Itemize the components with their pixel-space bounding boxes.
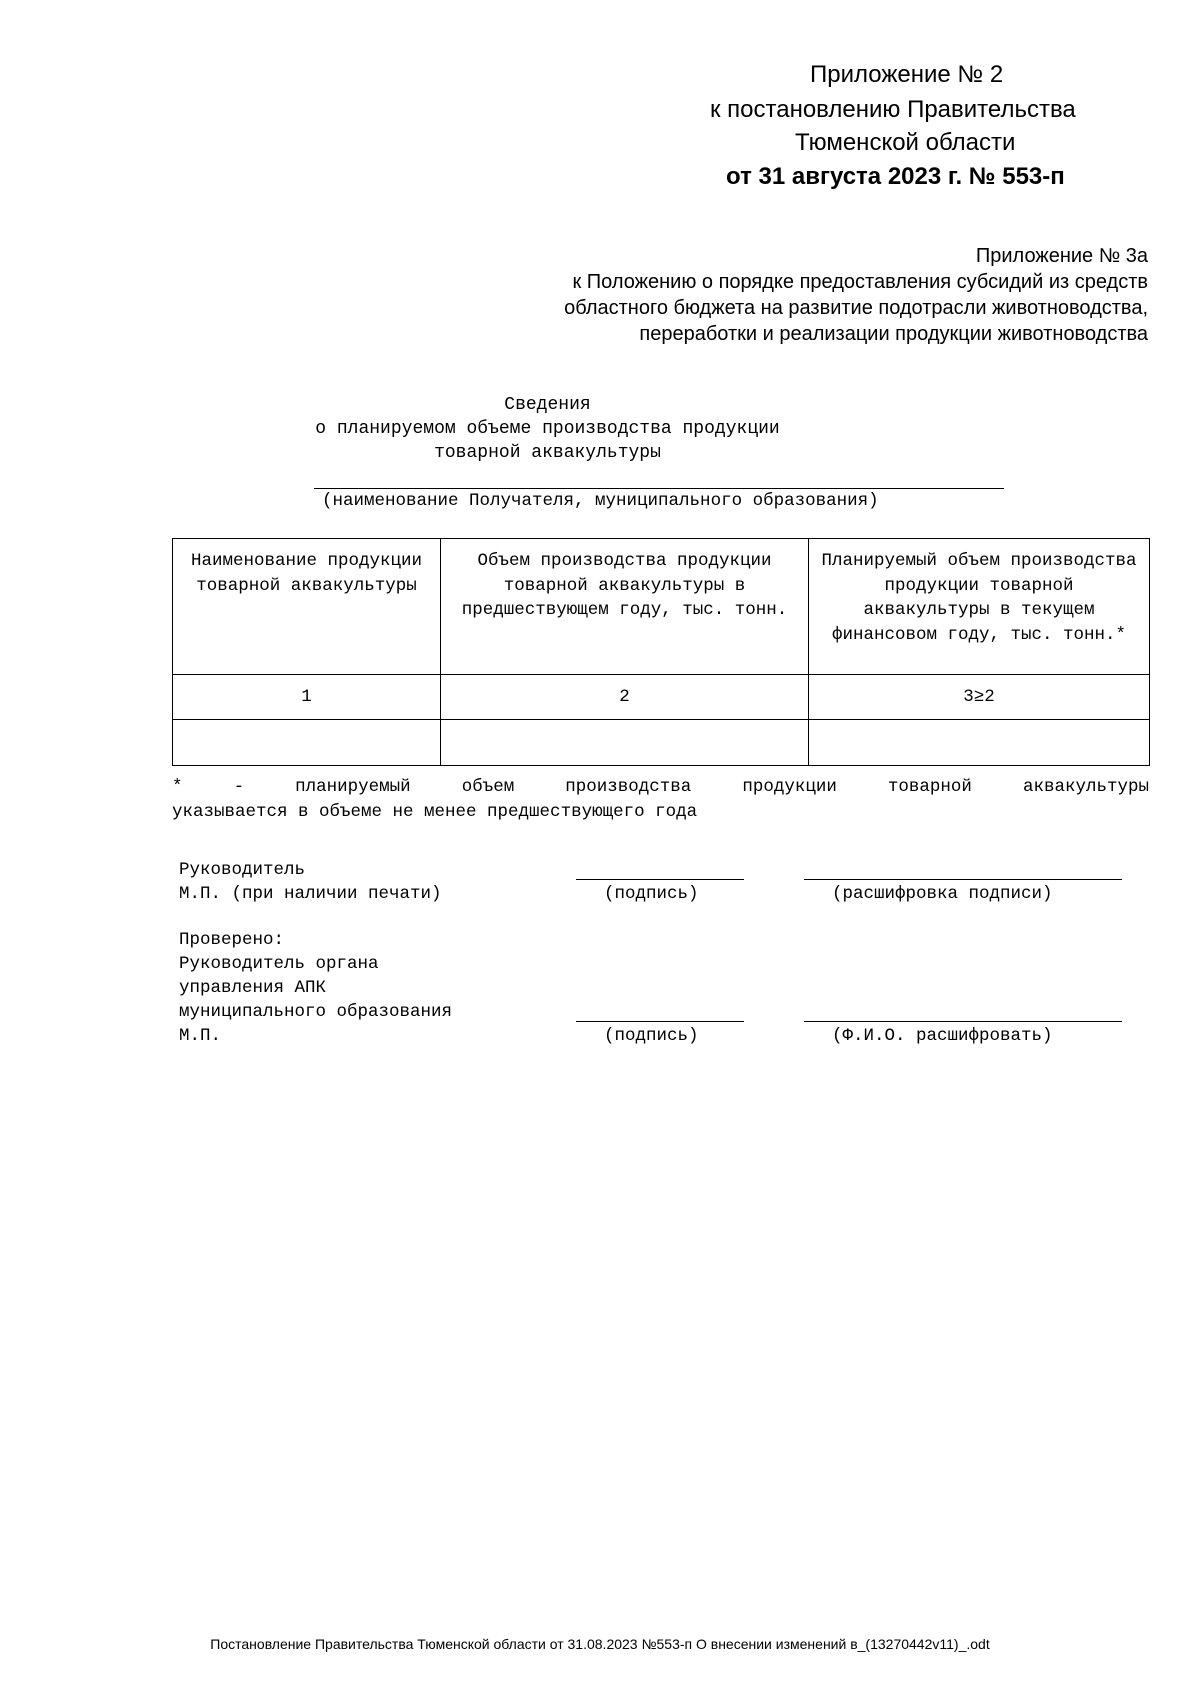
signature-caption: (подпись) xyxy=(604,1026,699,1046)
footnote-word: - xyxy=(233,777,245,797)
column-number: 1 xyxy=(173,675,441,720)
production-table xyxy=(172,538,1150,766)
signature-caption: (подпись) xyxy=(604,884,699,904)
table-cell[interactable] xyxy=(441,720,809,766)
appendix-2-region: Тюменской области xyxy=(795,129,1016,156)
table-cell[interactable] xyxy=(809,720,1150,766)
appendix-3a-header xyxy=(564,243,1148,347)
stamp-label: М.П. (при наличии печати) xyxy=(179,884,442,904)
appendix-3a-line4: переработки и реализации продукции животноводства xyxy=(639,323,1148,345)
signature-line[interactable] xyxy=(576,879,744,880)
recipient-caption: (наименование Получателя, муниципального образования) xyxy=(322,491,879,511)
appendix-2-date: от 31 августа 2023 г. № 553-п xyxy=(726,163,1065,190)
fio-caption: (Ф.И.О. расшифровать) xyxy=(832,1026,1053,1046)
footnote-word: товарной xyxy=(887,777,972,797)
footnote-word: производства xyxy=(565,777,692,797)
document-subtitle-1: о планируемом объеме производства продукции xyxy=(315,419,780,439)
document-title: Сведения xyxy=(504,395,591,415)
signature-decode-caption: (расшифровка подписи) xyxy=(832,884,1053,904)
checked-label: Проверено: xyxy=(179,930,285,950)
appendix-2-to-resolution: к постановлению Правительства xyxy=(710,96,1076,123)
column-number: 2 xyxy=(441,675,809,720)
checker-role-line1: Руководитель органа xyxy=(179,954,379,974)
appendix-3a-line3: областного бюджета на развитие подотрасли животноводства, xyxy=(564,297,1148,319)
table-number-row xyxy=(173,675,1150,720)
recipient-name-line xyxy=(314,488,1004,489)
appendix-2-number: Приложение № 2 xyxy=(810,61,1004,88)
signature-line[interactable] xyxy=(576,1021,744,1022)
footnote-line-2: указывается в объеме не менее предшествующего года xyxy=(172,802,698,822)
footnote-word: аквакультуры xyxy=(1022,777,1149,797)
footnote-line-1 xyxy=(172,775,1149,800)
fio-line[interactable] xyxy=(804,1021,1122,1022)
appendix-3a-line2: к Положению о порядке предоставления субсидий из средств xyxy=(572,271,1148,293)
header-previous-volume: Объем производства продукции товарной аквакультуры в предшествующем году, тыс. тонн. xyxy=(441,539,809,675)
table-row xyxy=(173,720,1150,766)
footnote xyxy=(172,775,1149,825)
footnote-word: продукции xyxy=(742,777,837,797)
appendix-3a-number: Приложение № 3а xyxy=(975,245,1148,267)
header-planned-volume: Планируемый объем производства продукции товарной аквакультуры в текущем финансовом году, тыс. тонн.* xyxy=(809,539,1150,675)
column-number: 3≥2 xyxy=(809,675,1150,720)
checker-role-line2: управления АПК xyxy=(179,978,327,998)
checker-role-line3: муниципального образования xyxy=(179,1002,453,1022)
header-product-name: Наименование продукции товарной аквакультуры xyxy=(173,539,441,675)
table-cell[interactable] xyxy=(173,720,441,766)
head-label: Руководитель xyxy=(179,860,306,880)
footnote-word: * xyxy=(172,777,183,797)
signature-decode-line[interactable] xyxy=(804,879,1122,880)
footnote-word: объем xyxy=(461,777,515,797)
table-header-row xyxy=(173,539,1150,675)
checker-stamp-label: М.П. xyxy=(179,1026,222,1046)
page-footer: Постановление Правительства Тюменской области от 31.08.2023 №553-п О внесении изменений в_(13270442v11)_.odt xyxy=(210,1636,990,1652)
footnote-word: планируемый xyxy=(295,777,411,797)
document-subtitle-2: товарной аквакультуры xyxy=(434,443,661,463)
